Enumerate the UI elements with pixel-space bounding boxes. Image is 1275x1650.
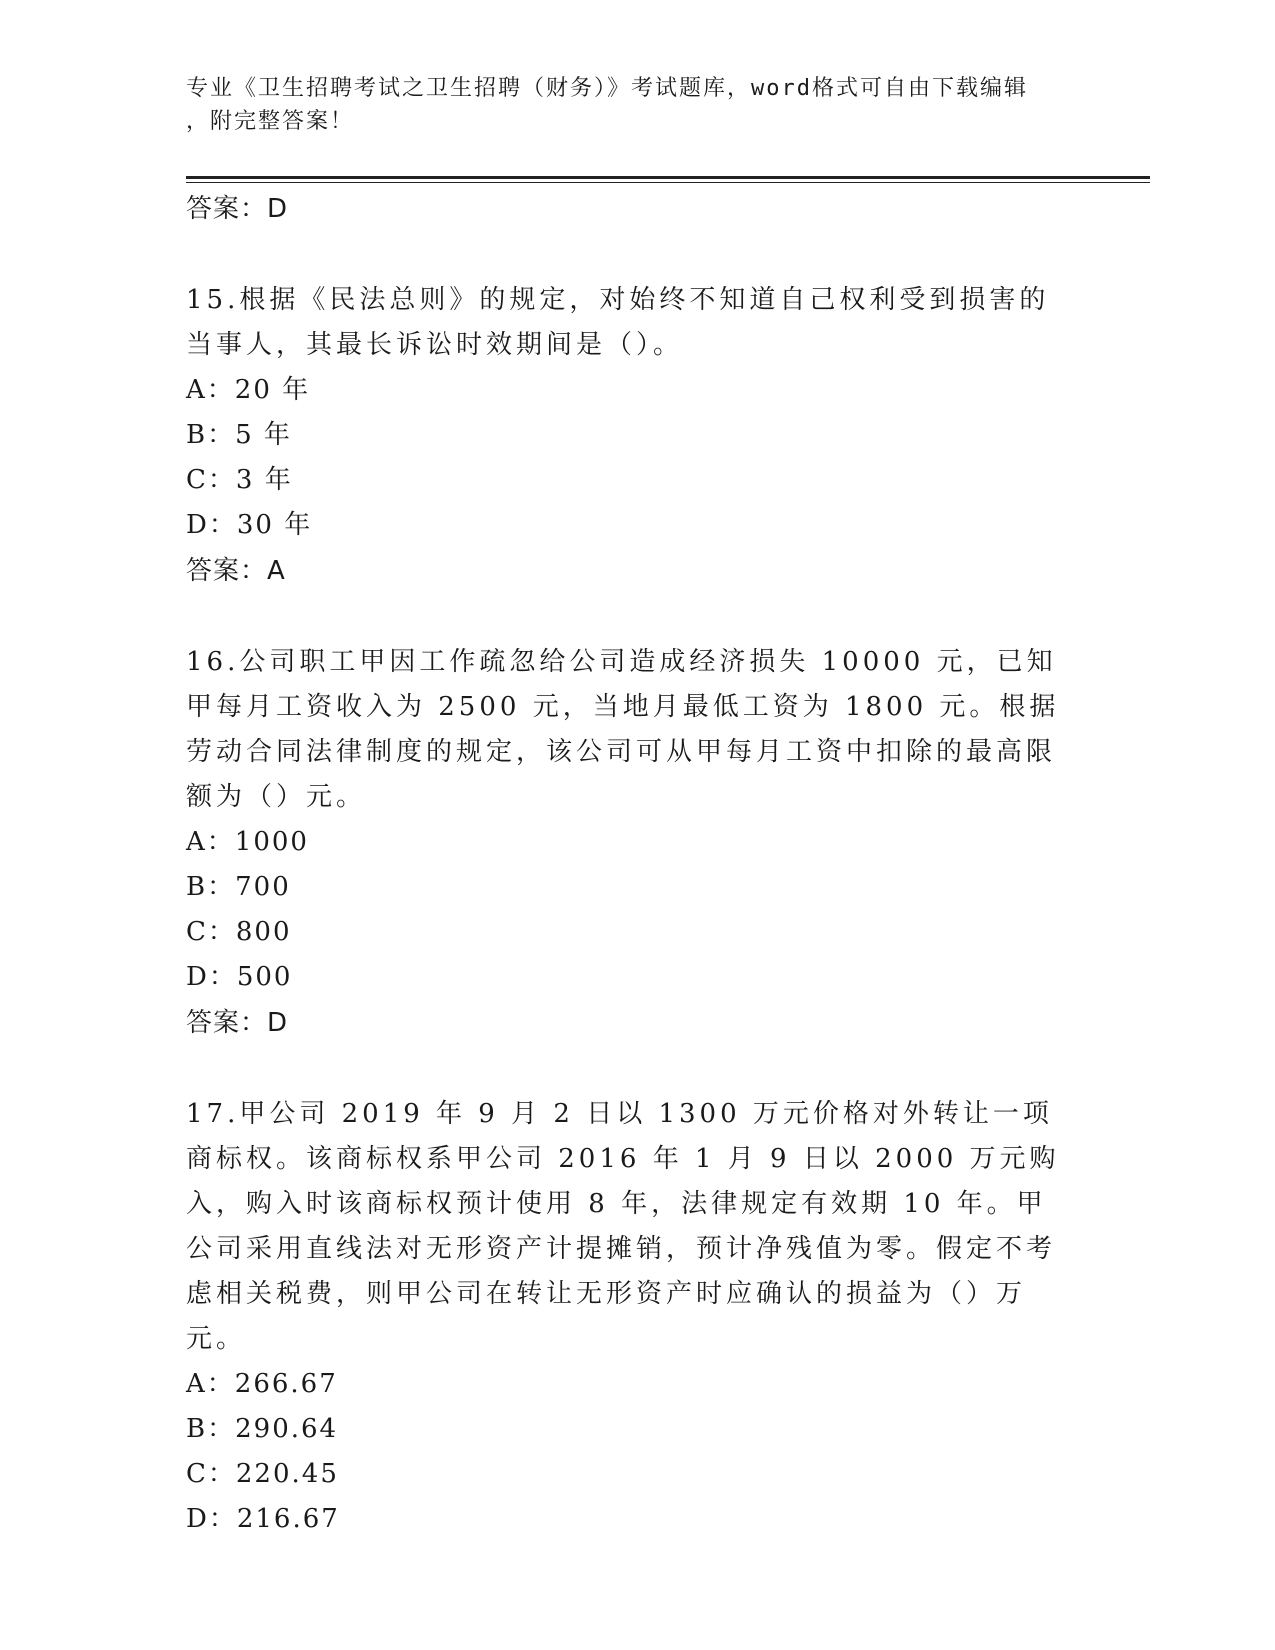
question-16 (186, 640, 1066, 1046)
option-b: B：5 年 (186, 420, 292, 450)
answer-line: 答案：A (186, 556, 286, 586)
option-d: D：30 年 (186, 510, 313, 540)
option-c: C：800 (186, 917, 292, 947)
question-15 (186, 278, 1066, 594)
header-line-1: 专业《卫生招聘考试之卫生招聘（财务）》考试题库，word格式可自由下载编辑 (186, 76, 1028, 101)
question-stem: 15.根据《民法总则》的规定，对始终不知道自己权利受到损害的当事人，其最长诉讼时效期间是（）。 (186, 285, 1050, 360)
question-stem: 17.甲公司 2019 年 9 月 2 日以 1300 万元价格对外转让一项商标权。该商标权系甲公司 2016 年 1 月 9 日以 2000 万元购入，购入时该商标权预计使用 8 年，法律规定有效期 10 年。甲公司采用直线法对无形资产计提摊销，预计净残值为零。假定不考虑相关税费，则甲公司在转让无形资产时应确认的损益为（）万元。 (186, 1099, 1060, 1354)
question-list (186, 186, 1066, 1542)
header-divider-thick (186, 176, 1150, 179)
header-divider-thin (186, 182, 1150, 183)
document-header (186, 72, 1066, 138)
header-line-2: ，附完整答案！ (186, 109, 355, 134)
option-d: D：500 (186, 962, 293, 992)
option-c: C：3 年 (186, 465, 293, 495)
answer-line: 答案：D (186, 194, 289, 224)
option-c: C：220.45 (186, 1459, 339, 1489)
option-a: A：20 年 (186, 375, 311, 405)
spacer (186, 1046, 1066, 1092)
option-a: A：266.67 (186, 1369, 338, 1399)
option-b: B：290.64 (186, 1414, 339, 1444)
option-d: D：216.67 (186, 1504, 340, 1534)
spacer (186, 232, 1066, 278)
option-a: A：1000 (186, 827, 309, 857)
spacer (186, 594, 1066, 640)
question-stem: 16.公司职工甲因工作疏忽给公司造成经济损失 10000 元，已知甲每月工资收入为 2500 元，当地月最低工资为 1800 元。根据劳动合同法律制度的规定，该公司可从甲每月工资中扣除的最高限额为（）元。 (186, 647, 1060, 812)
answer-line: 答案：D (186, 1008, 289, 1038)
question-17 (186, 1092, 1066, 1542)
option-b: B：700 (186, 872, 291, 902)
